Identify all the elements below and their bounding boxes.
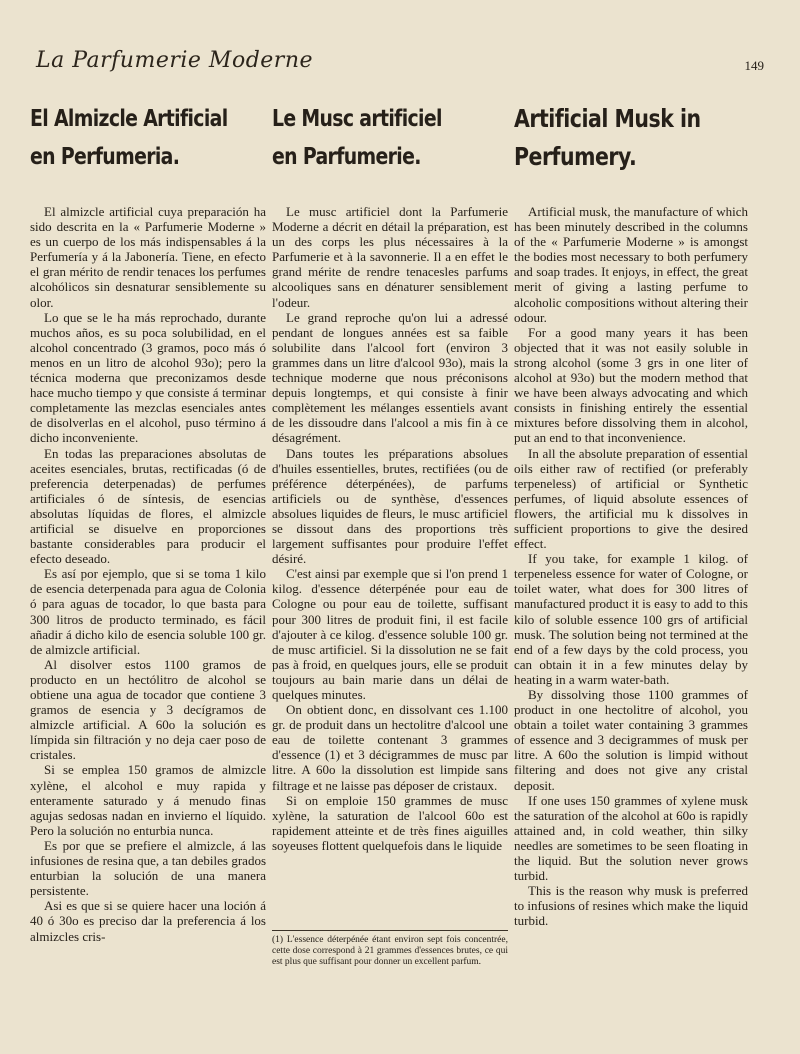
french-article-title [272,100,466,176]
english-article-body [514,204,748,929]
spanish-article [30,100,266,944]
paragraph: Es así por ejemplo, que si se toma 1 kilo de esencia deterpenada para agua de Colonia ó para aguas de tocador, lo que basta para 300 litros de producto terminado, es fácil añadir á dicho kilo de esencia soluble 100 gr. de almizcle artificial. [30,566,266,657]
title-line: Artificial Musk in [514,104,701,133]
paragraph: C'est ainsi par exemple que si l'on prend 1 kilog. d'essence déterpénée pour eau de Cologne ou pour eau de toilette, suffisant pour 300 litres de produit fini, il est facile d'ajouter à ce kilog. d'essence soluble 100 gr. de musc artificiel. Si la dissolution ne se fait pas à froid, en quelques jours, elle se produit toujours au bain marie dans un délai de quelques minutes. [272,566,508,702]
paragraph: By dissolving those 1100 grammes of product in one hectolitre of alcohol, you obtain a toilet water containing 3 grammes of essence and 3 decigrammes of musk per litre. A 60o the solution is limpid without filtering and does not give any cristal deposit. [514,687,748,793]
title-line: Perfumery. [514,142,637,171]
paragraph: On obtient donc, en dissolvant ces 1.100 gr. de produit dans un hectolitre d'alcool une eau de toilette contenant 3 grammes d'essence (1) et 3 décigrammes de musc par litre. A 60o la dissolution est limpide sans filtrage et ne laisse pas déposer de cristaux. [272,702,508,793]
title-line: en Perfumeria. [30,144,180,170]
paragraph: En todas las preparaciones absolutas de aceites esenciales, brutas, rectificadas (ó de preferencia deterpenadas) de perfumes artificiales ó de síntesis, de esencias absolutas líquidas de flores, el almizcle artificial se disuelve en proporciones bastante considerables para producir el efecto deseado. [30,445,266,567]
paragraph: If you take, for example 1 kilog. of terpeneless essence for water of Cologne, or toilet water, what does for 300 litres of manufactured product it is easy to add to this kilo of soluble essence 100 grs of artificial musk. The solution being not termined at the end of a few days by the cold process, you can obtain it in a few minutes delay by heating in a warm water-bath. [514,551,748,687]
paragraph: El almizcle artificial cuya preparación ha sido descrita en la « Parfumerie Moderne » es un cuerpo de los más indispensables á la Perfumería y á la Jabonería. Tiene, en efecto el gran mérito de rendir tenaces los perfumes alcohólicos sin desnaturar sensiblemente su olor. [30,204,266,310]
paragraph: Lo que se le ha más reprochado, durante muchos años, es su poca solubilidad, en el alcohol concentrado (3 gramos, poco más ó menos en un litro de alcohol 93o); pero la técnica moderna que preconizamos desde hace mucho tiempo y que consiste á terminar completamente las mezclas esenciales antes de disolverlas en el alcohol, puso término á dicho inconveniente. [30,309,266,446]
paragraph: Le musc artificiel dont la Parfumerie Moderne a décrit en détail la préparation, est un des corps les plus nécessaires à la Parfumerie et à la savonnerie. Il a en effet le grand mérite de rendre tenacesles parfums alcooliques sans en dénaturer sensiblement l'odeur. [272,204,508,310]
french-article [272,100,508,853]
title-line: Le Musc artificiel [272,106,442,132]
paragraph: This is the reason why musk is preferred to infusions of resines which make the liquid turbid. [514,883,748,929]
title-line: El Almizcle Artificial [30,106,228,132]
paragraph: If one uses 150 grammes of xylene musk the saturation of the alcohol at 60o is rapidly attained and, in cold weather, thin silky needles are sometimes to be seen floating in the liquid. But the solution never grows turbid. [514,792,748,884]
spanish-article-title [30,100,228,176]
magazine-title: La Parfumerie Moderne [36,48,314,73]
paragraph: Si se emplea 150 gramos de almizcle xylène, el alcohol e muy rapida y enteramente saturado y á menudo finas agujas sedosas nadan en invierno el líquido. Pero la solución no enturbia nunca. [30,762,266,838]
paragraph: Asi es que si se quiere hacer una loción á 40 ó 30o es preciso dar la preferencia á los almizcles cris- [30,898,266,944]
paragraph: Artificial musk, the manufacture of which has been minutely described in the columns of the « Parfumerie Moderne » is amongst the bodies most necessary to both perfumery and soap trades. It enjoys, in effect, the great merit of giving a lasting perfume to alcoholic compositions without altering their odour. [514,204,748,325]
spanish-article-body [30,204,266,944]
paragraph: Le grand reproche qu'on lui a adressé pendant de longues années est sa faible solubilite dans l'alcool fort (environ 3 grammes dans un litre d'alcool 93o), mais la technique moderne que nous préconisons depuis longtemps, et qui consiste à finir complètement les mélanges essentiels avant de les dissoudre dans l'alcool a mis fin à ce désagrément. [272,309,508,446]
paragraph: Si on emploie 150 grammes de musc xylène, la saturation de l'alcool 60o est rapidement atteinte et de très fines aiguilles soyeuses flottent quelquefois dans le liquide [272,792,508,853]
english-article [514,100,748,929]
page-number: 149 [744,58,764,73]
title-line: en Parfumerie. [272,144,421,170]
paragraph: Dans toutes les préparations absolues d'huiles essentielles, brutes, rectifiées (ou de préférence déterpénées), de parfums artificiels ou de synthèse, d'essences absolues liquides de fleurs, le musc artificiel se dissout dans des proportions très largement suffisantes pour produire l'effet désiré. [272,445,508,567]
paragraph: Al disolver estos 1100 gramos de producto en un hectólitro de alcohol se obtiene una agua de tocador que contiene 3 gramos de esencia y 3 decígramos de almizcle artificial. A 60o la solución es límpida sin filtración y no deja caer poso de cristales. [30,656,266,763]
paragraph: For a good many years it has been objected that it was not easily soluble in strong alcohol (some 3 grs in one liter of alcohol at 93o) but the modern method that we have been always advocating and which consists in finishing entirely the essential mixtures before dissolving them in alcohol, put an end to that inconvenience. [514,324,748,446]
paragraph: Es por que se prefiere el almizcle, á las infusiones de resina que, a tan debiles grados enturbian la solución de una manera persistente. [30,837,266,899]
footnote: (1) L'essence déterpénée étant environ sept fois concentrée, cette dose correspond à 21 grammes d'essences brutes, ce qui est plus que suffisant pour donner un excellent parfum. [272,930,508,968]
french-article-body [272,204,508,853]
paragraph: In all the absolute preparation of essential oils either raw of rectified (or preferably terpeneless) of artificial or Synthetic perfumes, of liquid absolute essences of flowers, the artificial mu k dissolves in sufficient proportions to give the desired effect. [514,445,748,552]
page-header [36,48,764,78]
english-article-title [514,100,706,176]
